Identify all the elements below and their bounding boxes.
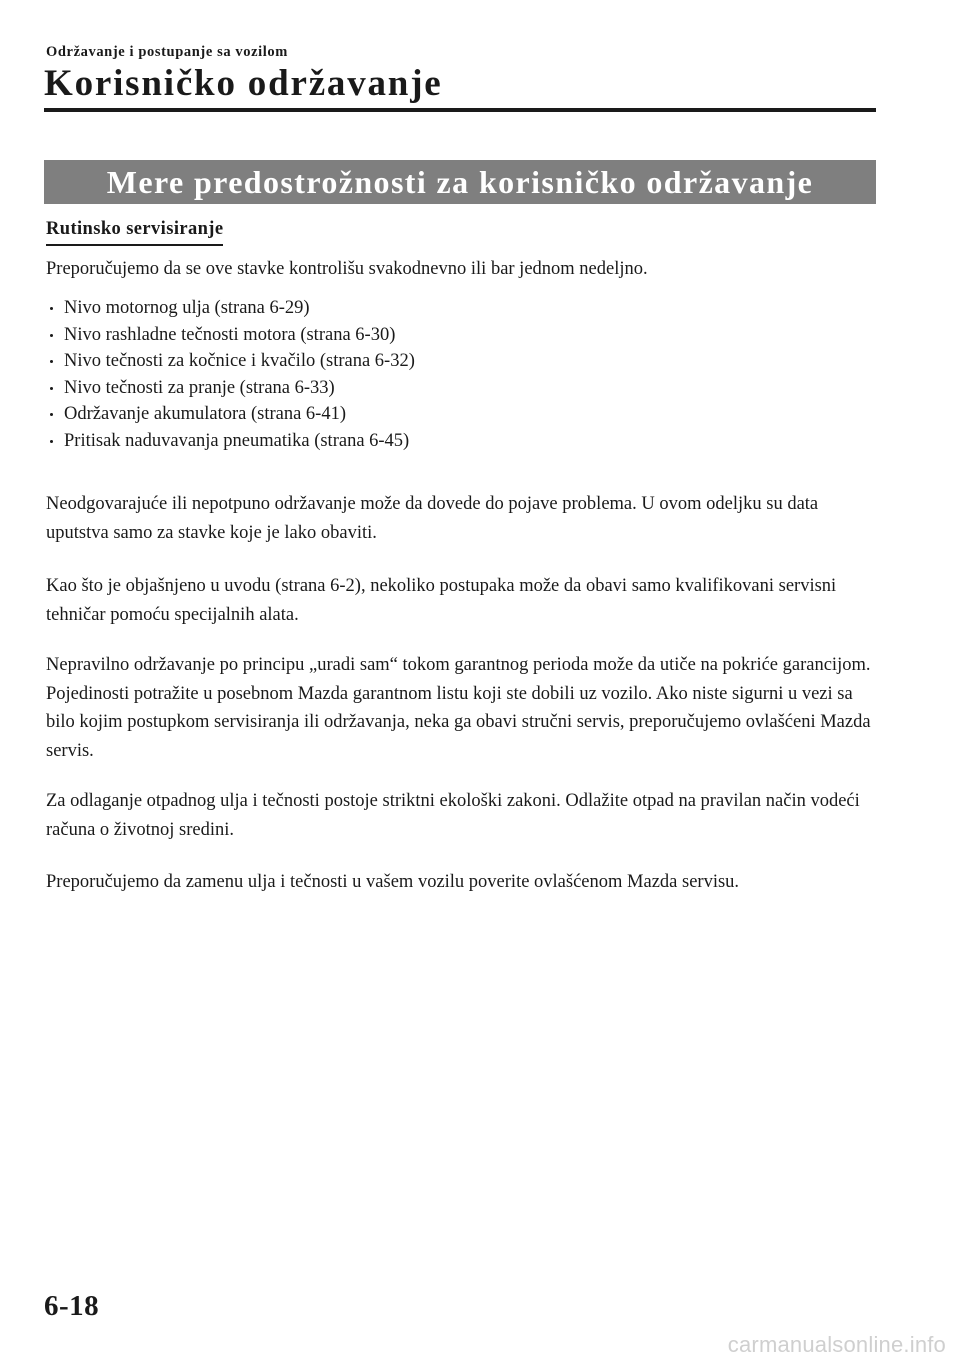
watermark-text: carmanualsonline.info xyxy=(727,1332,946,1357)
list-item xyxy=(46,401,415,428)
list-item-text: Pritisak naduvavanja pneumatika (strana 6-45) xyxy=(64,430,410,451)
paragraph: Za odlaganje otpadnog ulja i tečnosti postoje striktni ekološki zakoni. Odlažite otpad na pravilan način vodeći računa o životnoj sredini. xyxy=(46,791,860,840)
checklist xyxy=(46,295,415,455)
paragraph: Kao što je objašnjeno u uvodu (strana 6-2), nekoliko postupaka može da obavi samo kvalifikovani servisni tehničar pomoću specijalnih alata. xyxy=(46,576,837,625)
section-subheading: Rutinsko servisiranje xyxy=(46,218,223,246)
bullet-icon xyxy=(50,387,53,390)
title-divider xyxy=(44,108,876,112)
bullet-icon xyxy=(50,334,53,337)
paragraph: Preporučujemo da zamenu ulja i tečnosti u vašem vozilu poverite ovlašćenom Mazda servisu. xyxy=(46,872,740,892)
list-item-text: Održavanje akumulatora (strana 6-41) xyxy=(64,404,346,425)
list-item-text: Nivo motornog ulja (strana 6-29) xyxy=(64,298,310,318)
list-item-text: Nivo rashladne tečnosti motora (strana 6-30) xyxy=(64,324,396,345)
bullet-icon xyxy=(50,413,53,416)
list-item xyxy=(46,428,415,455)
list-item xyxy=(46,375,415,402)
bullet-icon xyxy=(50,440,53,443)
bullet-icon xyxy=(50,360,53,363)
bullet-icon xyxy=(50,307,53,310)
paragraph: Nepravilno održavanje po principu „uradi sam“ tokom garantnog perioda može da utiče na pokriće garancijom. Pojedinosti potražite u posebnom Mazda garantnom listu koji ste dobili uz vozilo. Ako niste sigurni u vezi sa bilo kojim postupkom servisiranja ili održavanja, neka ga obavi stručni servis, preporučujemo ovlašćeni Mazda servis. xyxy=(46,655,871,761)
list-item xyxy=(46,295,415,322)
list-item xyxy=(46,322,415,349)
paragraph: Neodgovarajuće ili nepotpuno održavanje može da dovede do pojave problema. U ovom odeljku su data uputstva samo za stavke koje je lako obaviti. xyxy=(46,494,819,543)
section-banner: Mere predostrožnosti za korisničko održavanje xyxy=(44,160,876,204)
intro-text: Preporučujemo da se ove stavke kontrolišu svakodnevno ili bar jednom nedeljno. xyxy=(46,259,648,279)
list-item xyxy=(46,348,415,375)
breadcrumb: Održavanje i postupanje sa vozilom xyxy=(46,44,288,60)
page-title: Korisničko održavanje xyxy=(44,63,443,104)
list-item-text: Nivo tečnosti za pranje (strana 6-33) xyxy=(64,377,335,398)
page-number: 6-18 xyxy=(44,1290,100,1322)
list-item-text: Nivo tečnosti za kočnice i kvačilo (strana 6-32) xyxy=(64,351,415,372)
